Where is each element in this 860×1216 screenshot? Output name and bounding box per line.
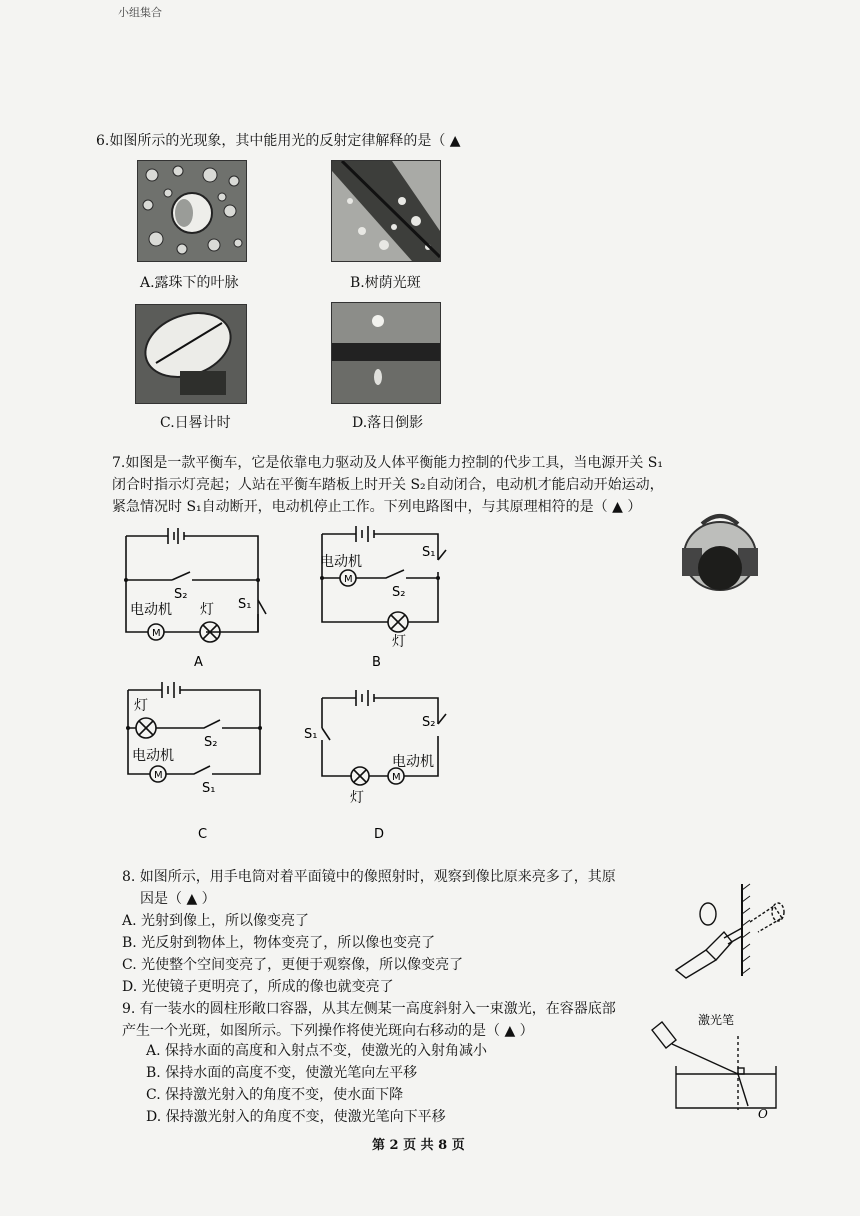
circuit-b (318, 520, 468, 670)
circuit-c-s2-label: S₂ (204, 735, 218, 750)
header-scribble: 小组集合 (118, 6, 162, 19)
circuit-b-motor-label: 电动机 (320, 554, 362, 570)
circuit-d-letter: D (374, 827, 385, 842)
circuit-c-motor-label: 电动机 (132, 748, 174, 764)
photo-sunset-reflection (331, 302, 441, 404)
circuit-b-letter: B (372, 655, 381, 670)
q8-option-b: B. 光反射到物体上，物体变亮了，所以像也变亮了 (122, 935, 436, 951)
circuit-c-letter: C (198, 827, 208, 842)
circuit-c-motor-symbol: M (154, 770, 163, 781)
q9-option-a: A. 保持水面的高度和入射点不变，使激光的入射角减小 (146, 1043, 488, 1059)
circuit-d-motor-symbol: M (392, 772, 401, 783)
q9-option-c: C. 保持激光射入的角度不变，使水面下降 (146, 1087, 404, 1103)
q8-line-1: 8. 如图所示，用手电筒对着平面镜中的像照射时，观察到像比原来亮多了，其原 (122, 869, 616, 885)
circuit-c-s1-label: S₁ (202, 781, 216, 796)
q9-laser-pen-label: 激光笔 (698, 1013, 735, 1027)
circuit-d-motor-label: 电动机 (392, 754, 434, 770)
photo-dew-leaf (137, 160, 247, 262)
balance-car-image (680, 508, 762, 594)
q9-line-2: 产生一个光斑，如图所示。下列操作将使光斑向右移动的是（ ▲ ） (122, 1023, 534, 1039)
q7-line-3: 紧急情况时 S₁自动断开，电动机停止工作。下列电路图中，与其原理相符的是（ ▲ ） (112, 499, 642, 515)
q7-line-2: 闭合时指示灯亮起；人站在平衡车踏板上时开关 S₂自动闭合，电动机才能启动开始运动， (112, 477, 664, 493)
sundial-image (136, 305, 246, 403)
tree-shade-image (332, 161, 440, 261)
q6-option-b: B.树荫光斑 (350, 275, 421, 291)
q8-option-c: C. 光使整个空间变亮了，更便于观察像，所以像变亮了 (122, 957, 464, 973)
q8-option-a: A. 光射到像上，所以像变亮了 (122, 913, 310, 929)
q6-option-d: D.落日倒影 (352, 415, 424, 431)
circuit-b-motor-symbol: M (344, 574, 353, 585)
dew-drops-image (138, 161, 246, 261)
q6-option-c: C.日晷计时 (160, 415, 231, 431)
circuit-a-letter: A (194, 655, 203, 670)
circuit-b-lamp-label: 灯 (392, 634, 406, 650)
photo-sundial (135, 304, 247, 404)
q6-stem: 6.如图所示的光现象，其中能用光的反射定律解释的是（ ▲ (96, 133, 461, 149)
photo-tree-shade (331, 160, 441, 262)
q8-mirror-flashlight-figure (666, 880, 796, 980)
circuit-a-motor-label: 电动机 (130, 602, 172, 618)
q9-option-b: B. 保持水面的高度不变，使激光笔向左平移 (146, 1065, 418, 1081)
q9-point-o-label: O (758, 1107, 768, 1121)
sunset-reflection-image (332, 303, 440, 403)
q8-option-d: D. 光使镜子更明亮了，所成的像也就变亮了 (122, 979, 394, 995)
circuit-a-s1-label: S₁ (238, 597, 252, 612)
circuit-d (304, 684, 464, 844)
q9-line-1: 9. 有一装水的圆柱形敞口容器，从其左侧某一高度斜射入一束激光，在容器底部 (122, 1001, 616, 1017)
circuit-b-s1-label: S₁ (422, 545, 436, 560)
q6-option-a: A.露珠下的叶脉 (140, 275, 239, 291)
circuit-a-lamp-label: 灯 (200, 602, 214, 618)
circuit-a-s2-label: S₂ (174, 587, 188, 602)
circuit-d-s1-label: S₁ (304, 727, 318, 742)
q8-line-2: 因是（ ▲ ） (140, 891, 216, 907)
circuit-a (120, 522, 280, 672)
page-footer: 第 2 页 共 8 页 (372, 1138, 465, 1153)
q9-option-d: D. 保持激光射入的角度不变，使激光笔向下平移 (146, 1109, 446, 1125)
q9-laser-container-figure (648, 1010, 788, 1120)
circuit-c (122, 676, 282, 842)
circuit-b-s2-label: S₂ (392, 585, 406, 600)
circuit-d-lamp-label: 灯 (350, 790, 364, 806)
balance-car-drawing (680, 508, 762, 594)
q7-line-1: 7.如图是一款平衡车，它是依靠电力驱动及人体平衡能力控制的代步工具，当电源开关 S₁ (112, 455, 664, 471)
circuit-d-s2-label: S₂ (422, 715, 436, 730)
circuit-c-lamp-label: 灯 (134, 698, 148, 714)
circuit-a-motor-symbol: M (152, 628, 161, 639)
